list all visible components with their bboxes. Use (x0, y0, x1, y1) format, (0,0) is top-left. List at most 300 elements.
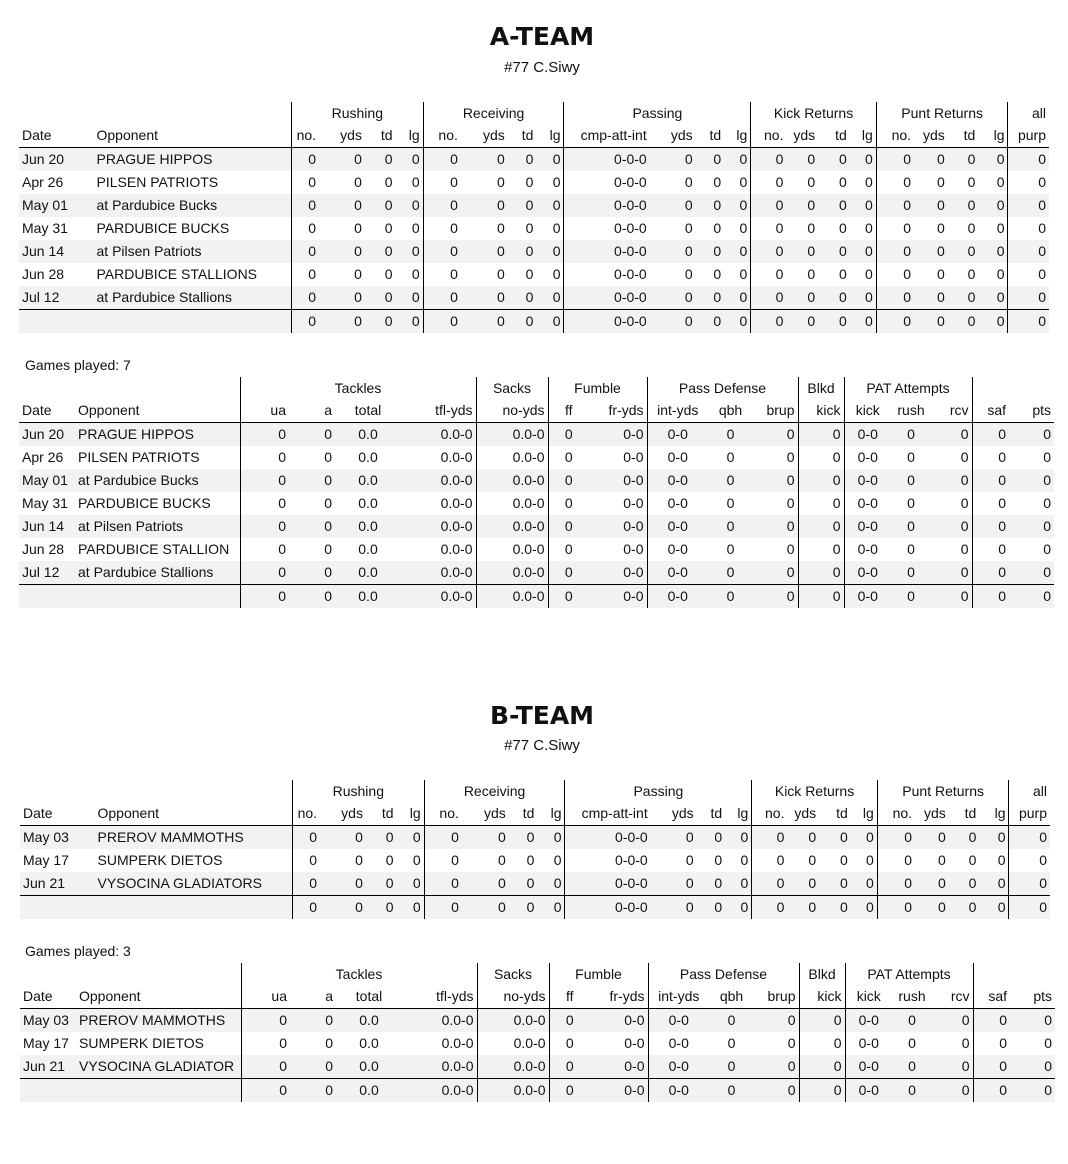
stat-cell: 0-0-0 (614, 266, 647, 282)
stat-cell: 0.0-0 (476, 515, 548, 538)
stat-cell: 0 (354, 220, 362, 236)
stat-cell: 0 (724, 286, 751, 310)
stat-cell: 0 (799, 1032, 845, 1055)
total-cell: 0 (818, 310, 850, 334)
opponent-name: PARDUBICE BUCKS (78, 495, 211, 511)
stat-cell: 0 (931, 515, 972, 538)
stat-cell: 0 (241, 1032, 290, 1055)
column-header: total (336, 985, 402, 1009)
column-header: kick (844, 399, 891, 423)
column-header: yds (320, 802, 366, 826)
b-team-title: B-TEAM (489, 701, 595, 730)
group-label: Passing (565, 780, 752, 802)
column-header: rcv (932, 985, 973, 1009)
total-cell: 0 (915, 896, 949, 920)
totals-row (20, 1079, 1055, 1103)
stat-cell: 0.0-0 (477, 1032, 549, 1055)
stat-cell: 0 (786, 148, 818, 172)
opponent-name: at Pilsen Patriots (94, 240, 292, 263)
stat-cell: 0 (385, 852, 394, 868)
stat-cell: 0 (819, 826, 851, 850)
stat-cell: 0.0-0 (401, 492, 476, 515)
stat-cell: 0 (807, 174, 816, 190)
total-cell: 0-0 (590, 1079, 648, 1103)
group-header-row (20, 963, 1055, 985)
column-header: Opponent (76, 985, 241, 1009)
stat-cell: 0.0-0 (477, 1009, 549, 1033)
column-header: lg (851, 802, 878, 826)
total-cell: 0 (754, 1079, 799, 1103)
a-team-defense-table (19, 377, 1054, 608)
stat-cell: 0 (1043, 541, 1052, 557)
total-cell: 0 (1009, 585, 1054, 609)
stat-cell: 0 (684, 266, 693, 282)
total-cell: 0.0 (336, 1079, 402, 1103)
column-header: td (819, 802, 851, 826)
stat-cell: 0 (450, 266, 458, 282)
stat-cell: 0 (713, 174, 722, 190)
stat-cell: 0 (786, 194, 818, 217)
column-header: Opponent (95, 802, 293, 826)
column-header: yds (914, 124, 948, 148)
column-header: kick (845, 985, 892, 1009)
table-row (20, 826, 1050, 850)
stat-cell: 0 (798, 446, 844, 469)
stat-cell: 0 (526, 852, 535, 868)
column-header: saf (973, 985, 1010, 1009)
stat-cell: 0 (1010, 1009, 1055, 1033)
stat-cell: 0 (240, 492, 289, 515)
stat-cell: 0 (818, 148, 850, 172)
group-label: Tackles (240, 377, 476, 399)
stat-cell: 0 (724, 263, 751, 286)
stat-cell: 0 (753, 515, 798, 538)
total-cell: 0-0 (647, 585, 708, 609)
stat-cell: 0 (877, 872, 915, 896)
stat-cell: 0 (1009, 561, 1054, 585)
stat-cell: 0 (751, 240, 787, 263)
stat-cell: 0 (396, 286, 424, 310)
stat-cell: 0 (564, 495, 573, 511)
stat-cell: 0 (798, 538, 844, 561)
stat-cell: 0 (497, 220, 505, 236)
stat-cell: 0 (366, 826, 397, 850)
column-header: ff (549, 985, 590, 1009)
stat-cell: 0 (727, 1035, 736, 1051)
total-cell: 0 (751, 310, 787, 334)
total-cell: 0 (319, 310, 365, 334)
total-cell: 0 (851, 896, 878, 920)
stat-cell: 0 (753, 492, 798, 515)
stat-cell: 0 (978, 286, 1008, 310)
stat-cell: 0-0 (590, 1055, 648, 1079)
stat-cell: 0 (461, 148, 508, 172)
group-label: Kick Returns (752, 780, 878, 802)
stat-cell: 0 (798, 469, 844, 492)
stat-cell: 0 (319, 194, 365, 217)
total-cell: 0 (461, 310, 508, 334)
opponent-name: SUMPERK DIETOS (97, 852, 223, 868)
stat-cell: 0-0-0 (614, 220, 647, 236)
stat-cell: 0 (967, 220, 976, 236)
stat-cell: 0 (850, 217, 877, 240)
stat-cell: 0.0 (335, 515, 401, 538)
stat-cell: 0 (319, 148, 365, 172)
total-cell: 0 (423, 310, 461, 334)
opponent-name: PARDUBICE STALLION (78, 541, 230, 557)
stat-cell: 0 (289, 423, 335, 447)
stat-cell: 0 (397, 872, 425, 896)
stat-cell: 0.0-0 (476, 423, 548, 447)
stat-cell: 0 (724, 171, 751, 194)
stat-cell: 0 (753, 423, 798, 447)
stat-cell: 0.0-0 (402, 1009, 477, 1033)
table-row (20, 1009, 1055, 1033)
column-header: Opponent (75, 399, 240, 423)
column-header: no. (293, 802, 321, 826)
column-header: no. (423, 124, 461, 148)
game-date: May 31 (22, 220, 68, 236)
column-header: td (508, 124, 537, 148)
stat-cell: 0 (724, 217, 751, 240)
table-row (19, 538, 1054, 561)
total-cell: 0 (366, 896, 397, 920)
totals-row (20, 896, 1050, 920)
stat-cell: 0 (1043, 495, 1052, 511)
opponent-name: at Pardubice Stallions (75, 561, 240, 585)
game-date: Jun 14 (19, 240, 94, 263)
stat-cell: 0 (798, 423, 844, 447)
column-header: yds (787, 802, 819, 826)
stat-cell: 0 (1038, 266, 1046, 282)
total-cell: 0 (462, 896, 509, 920)
stat-cell: 0 (724, 240, 751, 263)
stat-cell: 0 (850, 171, 877, 194)
opponent-name: at Pardubice Bucks (94, 194, 292, 217)
stat-cell: 0-0 (844, 561, 891, 585)
group-spacer (19, 102, 292, 124)
column-header: kick (798, 399, 844, 423)
opponent-name: at Pilsen Patriots (75, 515, 240, 538)
group-header-row (19, 377, 1054, 399)
game-date: May 01 (19, 469, 75, 492)
stat-cell: 0-0-0 (564, 148, 650, 172)
column-header: rush (891, 399, 931, 423)
column-header: yds (650, 124, 696, 148)
column-header: int-yds (647, 399, 708, 423)
stat-cell: 0 (396, 240, 424, 263)
column-header: a (290, 985, 336, 1009)
stat-cell: 0 (461, 194, 508, 217)
stat-cell: 0 (978, 217, 1008, 240)
stat-cell: 0 (320, 826, 366, 850)
stat-cell: 0 (876, 148, 914, 172)
stat-cell: 0 (240, 469, 289, 492)
stat-cell: 0 (850, 240, 877, 263)
stat-cell: 0 (650, 148, 696, 172)
stat-cell: 0 (537, 872, 565, 896)
stat-cell: 0.0-0 (401, 469, 476, 492)
table-row (20, 1055, 1055, 1079)
opponent-name: PRAGUE HIPPOS (75, 423, 240, 447)
total-cell: 0 (365, 310, 396, 334)
stat-cell: 0 (949, 826, 980, 850)
stat-cell: 0 (461, 240, 508, 263)
total-cell: 0 (787, 896, 819, 920)
stat-cell: 0-0 (590, 1009, 648, 1033)
table-row (19, 171, 1049, 194)
column-header: lg (396, 124, 424, 148)
stat-cell: 0 (565, 1035, 574, 1051)
stat-cell: 0.0 (358, 449, 378, 465)
group-label: Pass Defense (648, 963, 799, 985)
stat-cell: 0 (724, 148, 751, 172)
stat-cell: 0 (775, 220, 784, 236)
stat-cell: 0-0 (857, 449, 878, 465)
column-header: lg (536, 124, 564, 148)
a-team-offense-table (19, 102, 1049, 333)
b-team-defense-table (20, 963, 1055, 1102)
stat-cell: 0.0 (359, 1035, 379, 1051)
stat-cell: 0 (818, 240, 850, 263)
stat-cell: 0 (1043, 449, 1052, 465)
stat-cell: 0 (850, 286, 877, 310)
column-header: lg (725, 802, 752, 826)
game-date: Apr 26 (22, 174, 64, 190)
stat-cell: 0 (752, 872, 788, 896)
stat-cell: 0-0 (844, 469, 891, 492)
stat-cell: 0 (972, 515, 1009, 538)
total-cell: 0 (891, 585, 931, 609)
total-cell (20, 1079, 76, 1103)
total-cell: 0 (696, 310, 725, 334)
stat-cell: 0 (936, 266, 945, 282)
stat-cell: 0 (536, 263, 564, 286)
stat-cell: 0 (838, 174, 847, 190)
group-label: all (1031, 105, 1046, 121)
opponent-name: SUMPERK DIETOS (79, 1035, 204, 1051)
stat-cell: 0 (973, 1055, 1010, 1079)
stat-cell: 0 (697, 826, 726, 850)
stat-cell: 0 (462, 826, 509, 850)
stat-cell: 0 (914, 194, 948, 217)
stat-cell: 0 (536, 286, 564, 310)
column-header: no. (292, 124, 320, 148)
stat-cell: 0 (240, 561, 289, 585)
stat-cell: 0.0 (335, 561, 401, 585)
table-row (19, 515, 1054, 538)
stat-cell: 0 (799, 1009, 845, 1033)
group-spacer (20, 963, 241, 985)
stat-cell: 0 (548, 469, 589, 492)
stat-cell: 0 (787, 872, 819, 896)
total-cell: 0 (850, 310, 877, 334)
stat-cell: 0 (726, 541, 735, 557)
group-label: Blkd (798, 377, 844, 399)
stat-cell: 0 (978, 263, 1008, 286)
stat-cell: 0 (240, 515, 289, 538)
column-header: total (335, 399, 401, 423)
total-cell (76, 1079, 241, 1103)
table-row (19, 148, 1049, 172)
stat-cell: 0 (839, 852, 848, 868)
stat-cell: 0 (537, 849, 565, 872)
stat-cell: 0 (751, 148, 787, 172)
stat-cell: 0 (397, 826, 425, 850)
column-header: qbh (709, 985, 754, 1009)
stat-cell: 0 (1008, 148, 1049, 172)
total-cell: 0 (508, 310, 537, 334)
stat-cell: 0 (708, 515, 753, 538)
stat-cell: 0 (725, 849, 752, 872)
total-cell: 0.0-0 (476, 585, 548, 609)
stat-cell: 0-0 (667, 495, 688, 511)
stat-cell: 0 (241, 1009, 290, 1033)
stat-cell: 0 (293, 849, 321, 872)
opponent-name: PARDUBICE STALLIONS (96, 266, 258, 282)
stat-cell: 0 (1038, 174, 1046, 190)
total-cell: 0 (709, 1079, 754, 1103)
group-label: Pass Defense (647, 377, 798, 399)
stat-cell: 0 (497, 174, 505, 190)
column-header: ff (548, 399, 589, 423)
total-cell: 0 (397, 896, 425, 920)
stat-cell: 0 (876, 194, 914, 217)
total-cell: 0-0 (648, 1079, 709, 1103)
stat-cell: 0-0-0 (564, 240, 650, 263)
stat-cell: 0 (972, 469, 1009, 492)
stat-cell: 0 (508, 240, 537, 263)
stat-cell: 0 (877, 826, 915, 850)
total-cell: 0-0 (844, 585, 891, 609)
group-spacer (19, 377, 240, 399)
stat-cell: 0 (396, 217, 424, 240)
stat-cell: 0 (1008, 194, 1049, 217)
column-header: rush (892, 985, 932, 1009)
stat-cell: 0 (289, 469, 335, 492)
b-team-offense-table (20, 780, 1050, 919)
column-header: td (366, 802, 397, 826)
total-cell: 0 (396, 310, 424, 334)
game-date: Jul 12 (19, 561, 75, 585)
group-label: Receiving (424, 780, 565, 802)
column-header: purp (1009, 802, 1050, 826)
game-date: Apr 26 (22, 449, 64, 465)
stat-cell: 0 (651, 872, 697, 896)
total-cell (20, 896, 95, 920)
stat-cell: 0 (1008, 286, 1049, 310)
total-cell: 0 (240, 585, 289, 609)
column-header: no. (876, 124, 914, 148)
totals-row (19, 585, 1054, 609)
stat-cell: 0 (786, 286, 818, 310)
stat-cell: 0.0 (335, 469, 401, 492)
stat-cell: 0.0-0 (476, 561, 548, 585)
stat-cell: 0 (753, 446, 798, 469)
opponent-name: PILSEN PATRIOTS (96, 174, 219, 190)
group-label: Kick Returns (751, 102, 877, 124)
stat-cell: 0 (365, 148, 396, 172)
table-row (19, 240, 1049, 263)
total-cell: 0 (509, 896, 538, 920)
column-header: lg (537, 802, 565, 826)
stat-cell: 0 (564, 449, 573, 465)
stat-cell: 0 (892, 1055, 932, 1079)
stat-cell: 0 (365, 286, 396, 310)
stat-cell: 0 (1039, 852, 1047, 868)
stat-cell: 0 (462, 872, 509, 896)
stat-cell: 0 (967, 174, 976, 190)
group-label: Rushing (292, 102, 424, 124)
total-cell: 0 (536, 310, 564, 334)
stat-cell: 0 (751, 286, 787, 310)
stat-cell: 0-0 (590, 1032, 648, 1055)
column-header: lg (850, 124, 877, 148)
game-date: Jun 21 (20, 1055, 76, 1079)
table-row (19, 469, 1054, 492)
group-label: Tackles (241, 963, 477, 985)
stat-cell: 0 (931, 492, 972, 515)
opponent-name: PRAGUE HIPPOS (94, 148, 292, 172)
stat-cell: 0 (753, 469, 798, 492)
stat-cell: 0 (324, 449, 332, 465)
column-header: qbh (708, 399, 753, 423)
stat-cell: 0 (903, 266, 912, 282)
stat-cell: 0 (818, 286, 850, 310)
a-team-player: #77 C.Siwy (504, 59, 580, 76)
column-header: brup (753, 399, 798, 423)
stat-cell: 0.0-0 (402, 1055, 477, 1079)
stat-cell: 0 (708, 423, 753, 447)
column-header: purp (1008, 124, 1049, 148)
stat-cell: 0 (651, 826, 697, 850)
stat-cell: 0 (696, 286, 725, 310)
stat-cell: 0 (289, 515, 335, 538)
column-header: td (509, 802, 538, 826)
stat-cell: 0 (1044, 1035, 1053, 1051)
stat-cell: 0 (424, 872, 462, 896)
column-header: yds (462, 802, 509, 826)
stat-cell: 0-0 (647, 423, 708, 447)
stat-cell: 0 (776, 852, 785, 868)
opponent-name: at Pardubice Stallions (94, 286, 292, 310)
stat-cell: 0 (903, 220, 912, 236)
column-header: a (289, 399, 335, 423)
stat-cell: 0 (319, 286, 365, 310)
table-row (19, 263, 1049, 286)
stat-cell: 0 (948, 194, 979, 217)
stat-cell: 0 (240, 446, 289, 469)
total-cell: 0 (293, 896, 321, 920)
stat-cell: 0 (508, 148, 537, 172)
stat-cell: 0 (497, 266, 505, 282)
stat-cell: 0 (536, 148, 564, 172)
stat-cell: 0-0 (647, 469, 708, 492)
stat-cell: 0 (851, 849, 878, 872)
stat-cell: 0.0-0 (476, 469, 548, 492)
stat-cell: 0 (808, 852, 817, 868)
stat-cell: 0 (451, 852, 459, 868)
stat-cell: 0 (684, 174, 693, 190)
game-date: May 17 (23, 852, 69, 868)
stat-cell: 0 (948, 148, 979, 172)
total-cell: 0 (1008, 310, 1049, 334)
stat-cell: 0 (850, 148, 877, 172)
column-header: no. (752, 802, 788, 826)
stat-cell: 0 (754, 1055, 799, 1079)
stat-cell: 0 (696, 194, 725, 217)
stat-cell: 0 (1009, 469, 1054, 492)
